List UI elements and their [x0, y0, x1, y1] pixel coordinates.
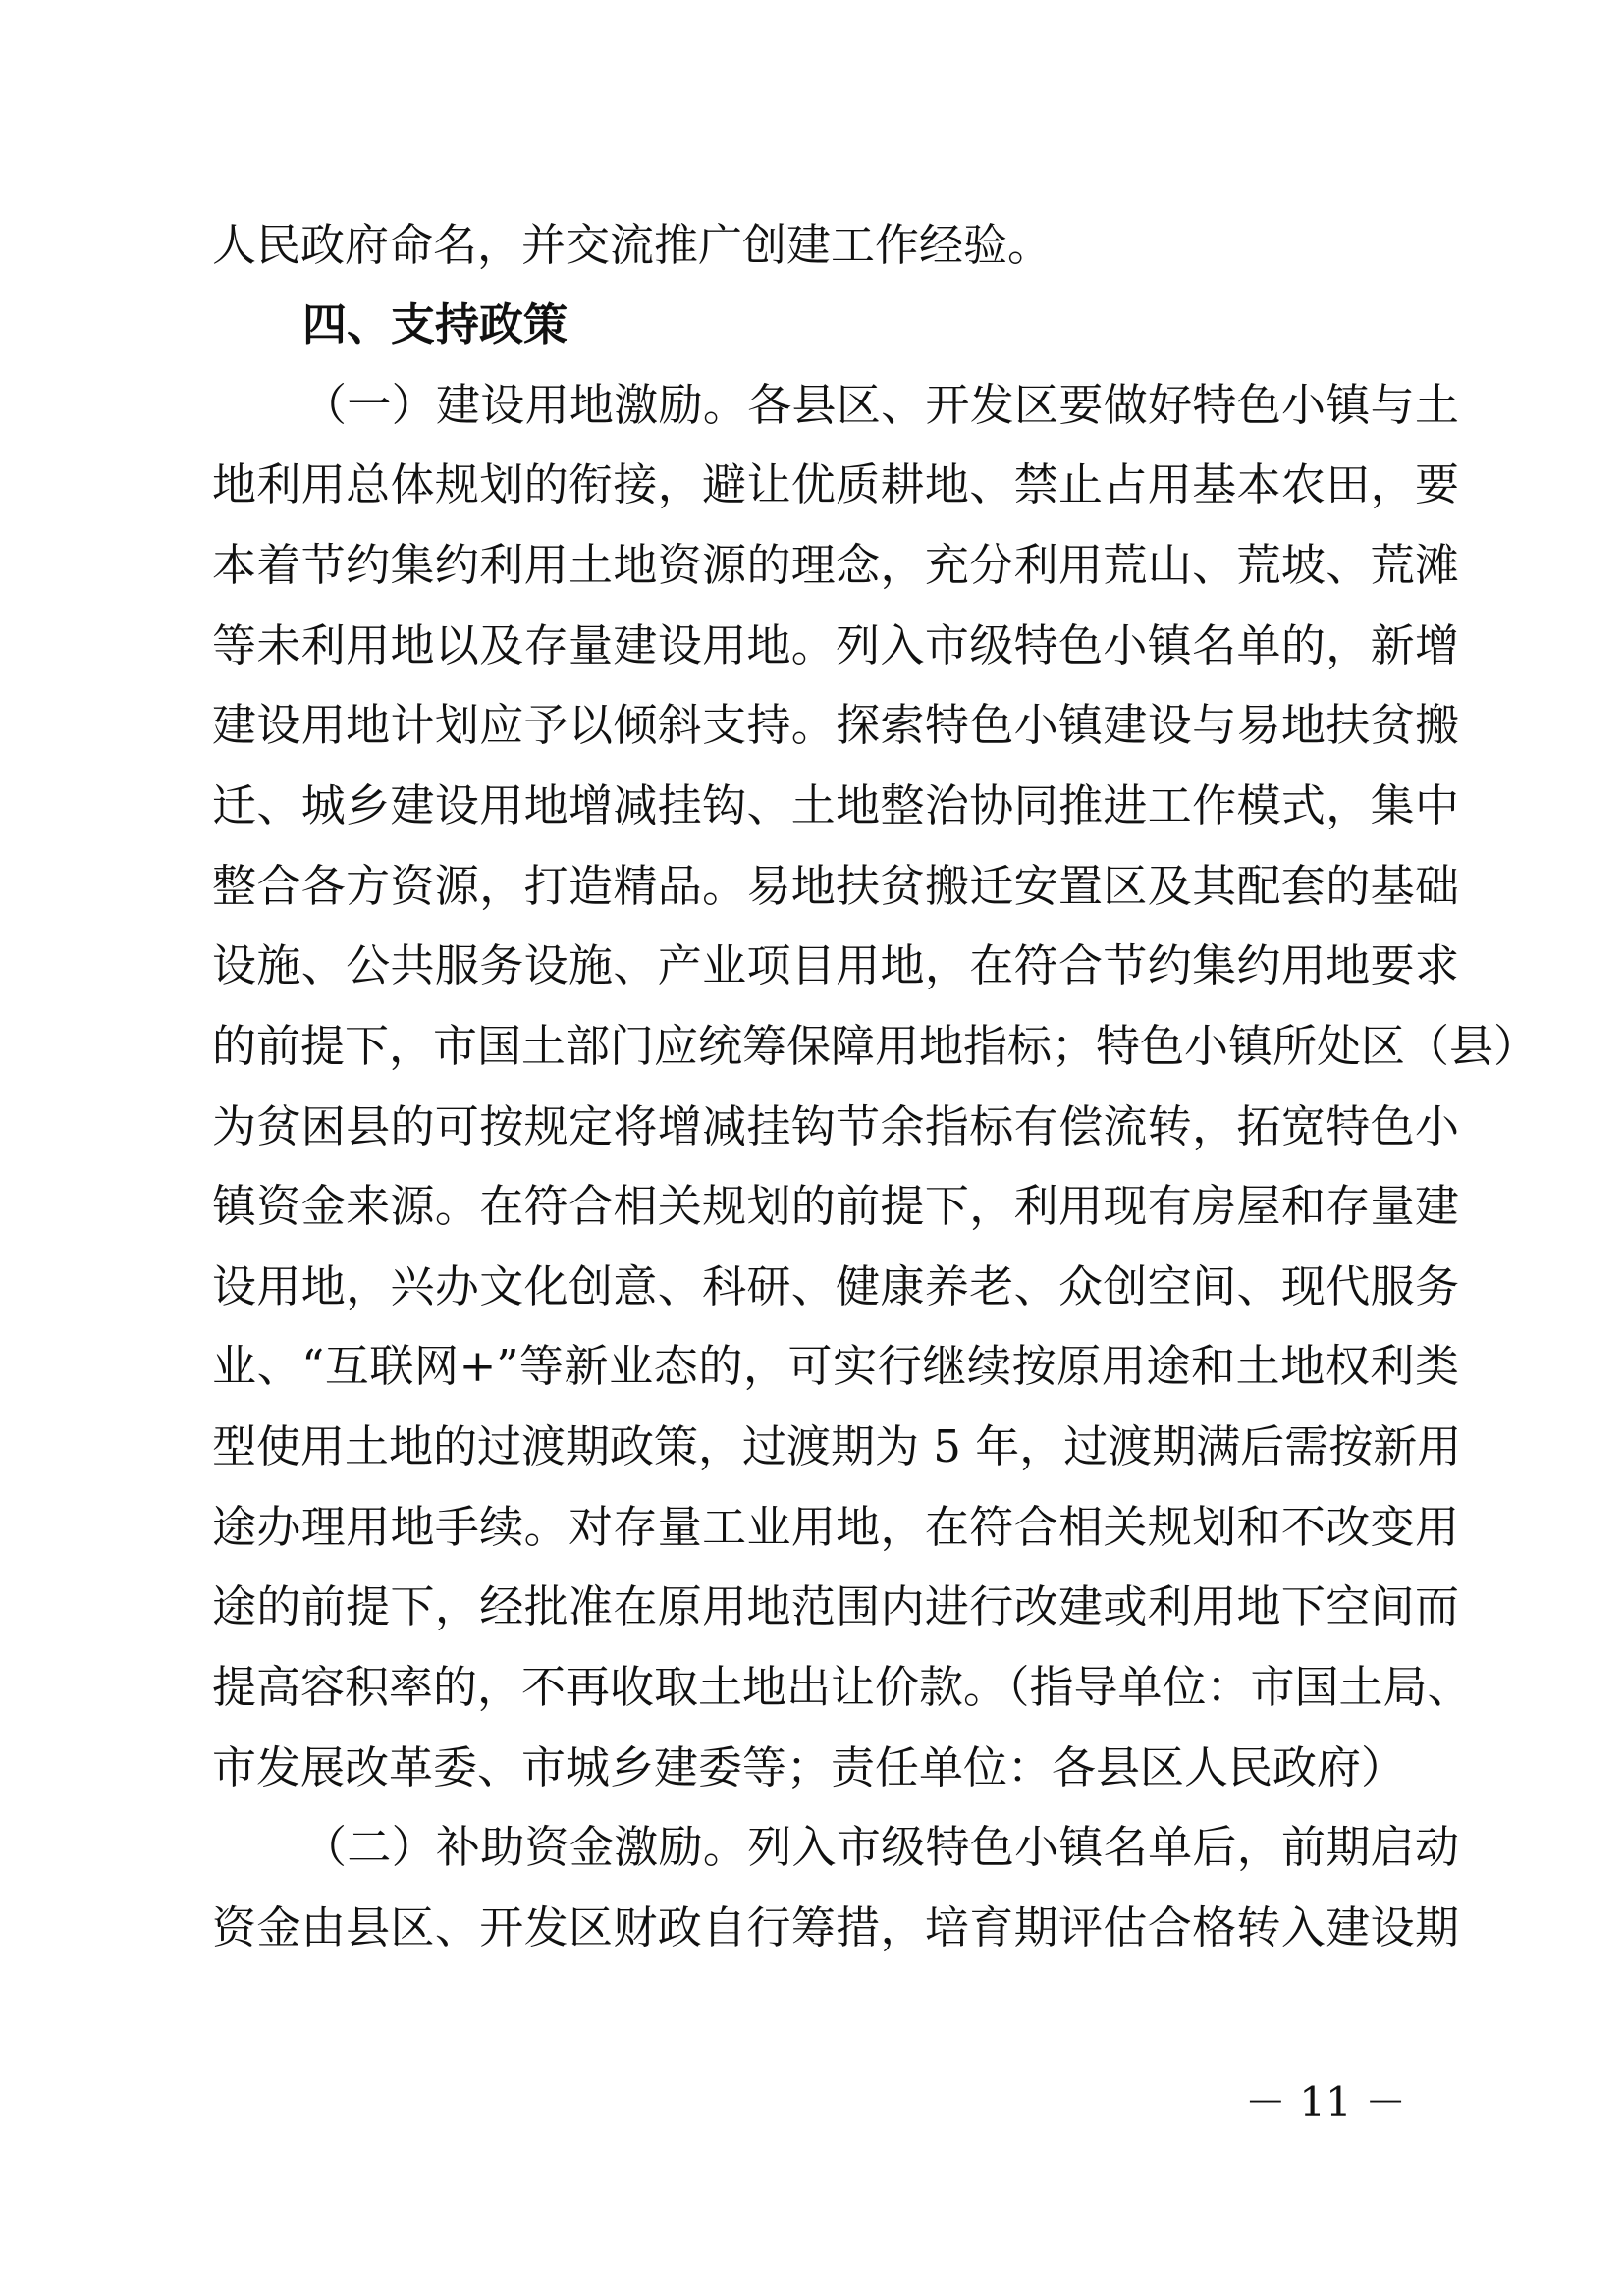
continued-text-line: 人民政府命名，并交流推广创建工作经验。 [212, 219, 1053, 271]
paragraph-line: 设施、公共服务设施、产业项目用地，在符合节约集约用地要求 [212, 939, 1459, 991]
paragraph-line: 镇资金来源。在符合相关规划的前提下，利用现有房屋和存量建 [212, 1180, 1459, 1232]
paragraph-line: 等未利用地以及存量建设用地。列入市级特色小镇名单的，新增 [212, 619, 1459, 671]
paragraph-line: 地利用总体规划的衔接，避让优质耕地、禁止占用基本农田，要 [212, 458, 1459, 510]
paragraph-line: 途办理用地手续。对存量工业用地，在符合相关规划和不改变用 [212, 1501, 1459, 1553]
paragraph-line: 本着节约集约利用土地资源的理念，充分利用荒山、荒坡、荒滩 [212, 539, 1459, 591]
paragraph-line: 业、“互联网+”等新业态的，可实行继续按原用途和土地权利类 [212, 1340, 1459, 1392]
paragraph-line: 途的前提下，经批准在原用地范围内进行改建或利用地下空间而 [212, 1580, 1459, 1632]
paragraph-line: 的前提下，市国土部门应统筹保障用地指标；特色小镇所处区（县） [212, 1020, 1539, 1072]
paragraph-line: 市发展改革委、市城乡建委等；责任单位：各县区人民政府） [212, 1741, 1406, 1793]
paragraph-line: （一）建设用地激励。各县区、开发区要做好特色小镇与土 [302, 379, 1459, 431]
paragraph-line: 资金由县区、开发区财政自行筹措，培育期评估合格转入建设期 [212, 1901, 1459, 1953]
paragraph-line: （二）补助资金激励。列入市级特色小镇名单后，前期启动 [302, 1821, 1459, 1873]
paragraph-line: 建设用地计划应予以倾斜支持。探索特色小镇建设与易地扶贫搬 [212, 699, 1459, 751]
page-number: － 11 － [1244, 2078, 1407, 2126]
paragraph-line: 迁、城乡建设用地增减挂钩、土地整治协同推进工作模式，集中 [212, 779, 1459, 831]
paragraph-line: 设用地，兴办文化创意、科研、健康养老、众创空间、现代服务 [212, 1260, 1459, 1312]
paragraph-line: 为贫困县的可按规定将增减挂钩节余指标有偿流转，拓宽特色小 [212, 1100, 1459, 1152]
paragraph-line: 整合各方资源，打造精品。易地扶贫搬迁安置区及其配套的基础 [212, 860, 1459, 912]
paragraph-line: 提高容积率的，不再收取土地出让价款。（指导单位：市国土局、 [212, 1661, 1472, 1713]
section-heading: 四、支持政策 [302, 298, 568, 350]
paragraph-line: 型使用土地的过渡期政策，过渡期为 5 年，过渡期满后需按新用 [212, 1420, 1462, 1472]
